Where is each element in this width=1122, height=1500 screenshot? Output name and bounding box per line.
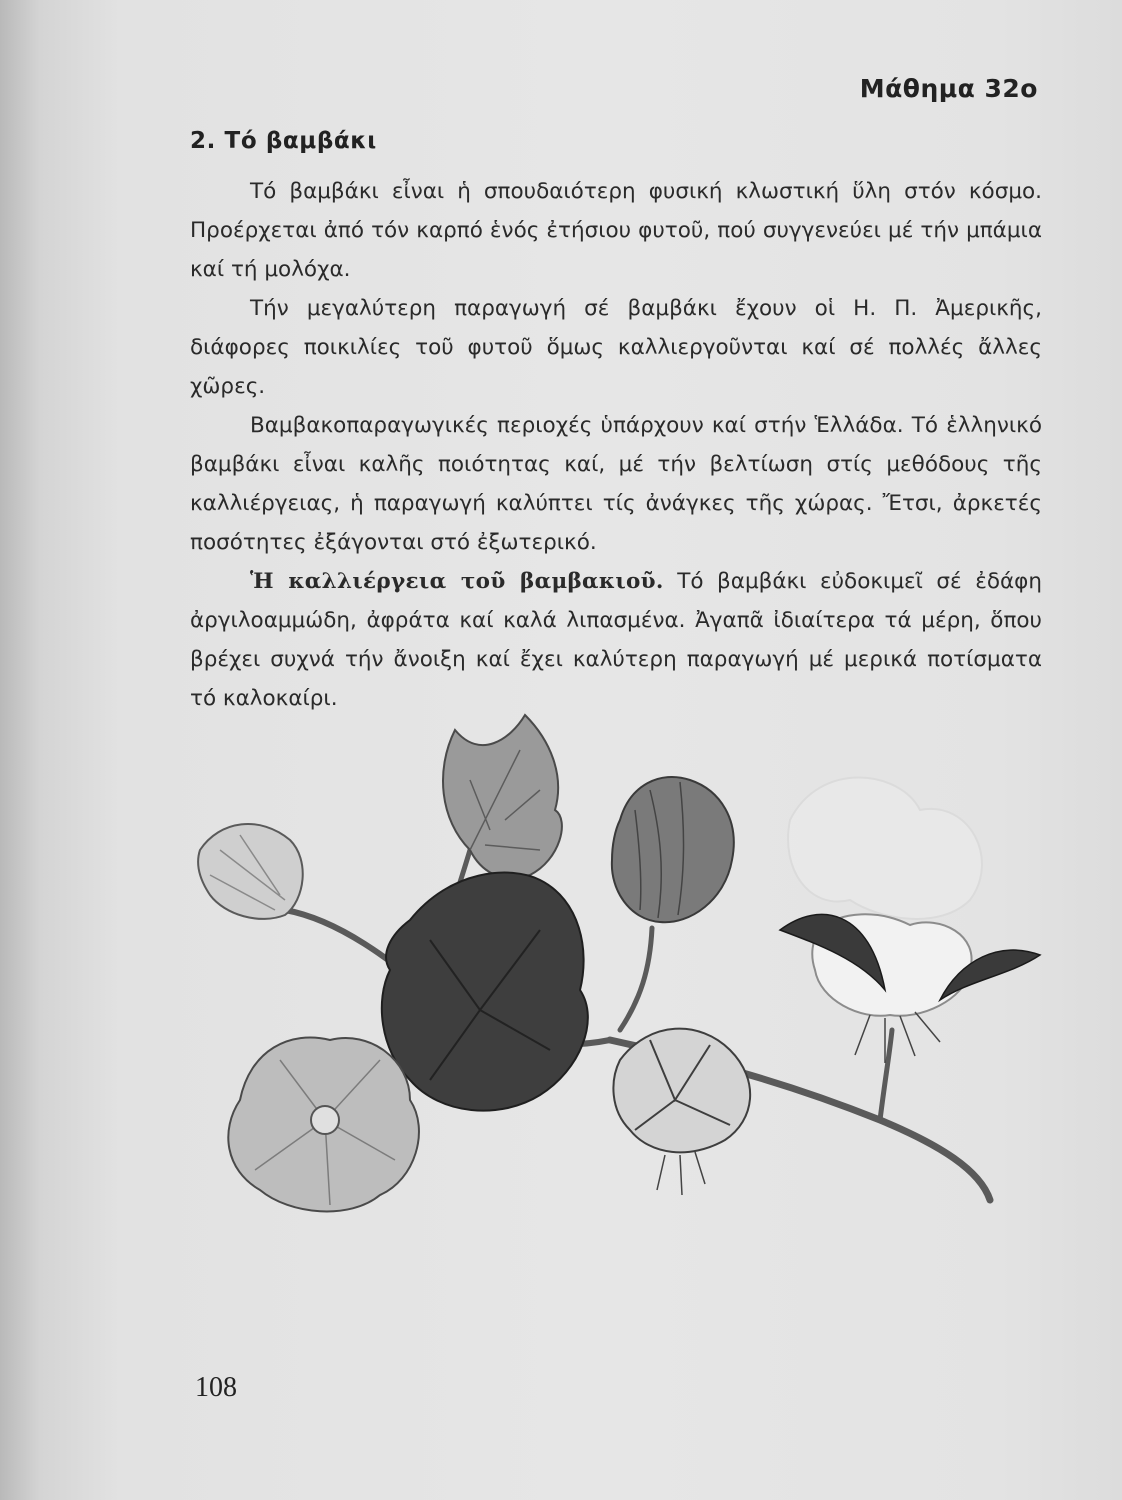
upper-leaf — [443, 715, 562, 878]
section-title: 2. Τό βαμβάκι — [190, 128, 377, 154]
flower-bud — [198, 824, 303, 919]
paragraph-greece: Βαμβακοπαραγωγικές περιοχές ὑπάρχουν καί στήν Ἑλλάδα. Τό ἑλληνικό βαμβάκι εἶναι καλῆς ποιότητας καί, μέ τήν βελτίωση στίς μεθόδους τῆς καλλιέργειας, ἡ παραγωγή καλύπτει τίς ἀνάγκες τῆς χώρας. Ἔτσι, ἀρκετές ποσότητες ἐξάγονται στό ἐξωτερικό. — [190, 413, 1042, 555]
large-dark-leaf — [382, 873, 588, 1111]
paragraph-production: Τήν μεγαλύτερη παραγωγή σέ βαμβάκι ἔχουν οἱ Η. Π. Ἀμερικῆς, διάφορες ποικιλίες τοῦ φυτοῦ ὅμως καλλιεργοῦνται καί σέ πολλές ἄλλες χῶρες. — [190, 296, 1042, 399]
body-text — [190, 172, 1042, 718]
lesson-heading: Μάθημα 32ο — [859, 74, 1038, 103]
green-boll — [612, 777, 734, 922]
open-flower — [228, 1038, 419, 1212]
page-number: 108 — [195, 1372, 237, 1403]
cultivation-subhead: Ἡ καλλιέργεια τοῦ βαμβακιοῦ. — [250, 569, 664, 594]
open-cotton-boll — [780, 914, 1040, 1063]
paragraph-cultivation — [190, 562, 1042, 718]
paragraph-intro: Τό βαμβάκι εἶναι ἡ σπουδαιότερη φυσική κλωστική ὕλη στόν κόσμο. Προέρχεται ἀπό τόν καρπό ἑνός ἐτήσιου φυτοῦ, πού συγγενεύει μέ τήν μπάμια καί τή μολόχα. — [190, 179, 1042, 282]
cotton-plant-illustration — [180, 700, 1080, 1320]
opening-boll — [613, 1029, 750, 1195]
cultivation-text: Τό βαμβάκι εὐδοκιμεῖ σέ ἐδάφη ἀργιλοαμμώδη, ἀφράτα καί καλά λιπασμένα. Ἀγαπᾶ ἰδιαίτερα τά μέρη, ὅπου βρέχει συχνά τήν ἄνοιξη καί ἔχει καλύτερη παραγωγή μέ μερικά ποτίσματα τό καλοκαίρι. — [190, 569, 1042, 711]
background-cotton-boll — [788, 778, 982, 919]
